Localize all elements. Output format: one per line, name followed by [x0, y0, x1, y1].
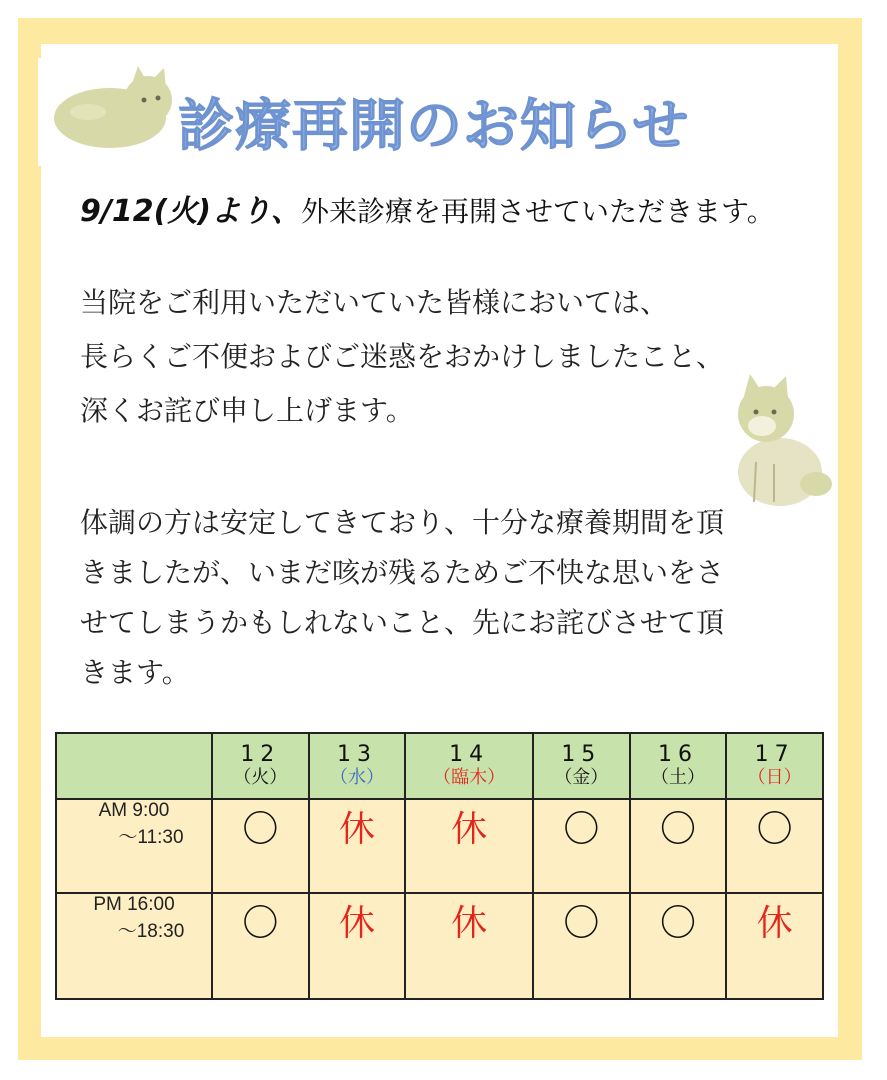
paragraph-line: 長らくご不便およびご迷惑をおかけしましたこと、	[80, 340, 725, 373]
date-header-12	[212, 733, 309, 799]
open-mark: 〇	[242, 903, 279, 944]
status-cell	[630, 799, 727, 893]
date-number: 14	[449, 742, 490, 767]
schedule-row-pm	[56, 893, 823, 999]
status-cell	[309, 893, 406, 999]
page-title: 診療再開のお知らせ	[178, 94, 690, 159]
open-mark: 〇	[242, 809, 279, 850]
apology-paragraph	[80, 276, 724, 438]
open-mark: 〇	[563, 809, 600, 850]
paragraph-line: せてしまうかもしれないこと、先にお詫びさせて頂	[80, 606, 725, 639]
reopen-date-line	[80, 186, 775, 230]
date-header-16	[630, 733, 727, 799]
reopen-text: 外来診療を再開させていただきます。	[301, 195, 775, 228]
closed-mark: 休	[338, 809, 375, 850]
open-mark: 〇	[659, 903, 696, 944]
header-corner-cell	[56, 733, 212, 799]
weekday-label: （水）	[329, 767, 384, 788]
schedule-table	[55, 732, 824, 1000]
closed-mark: 休	[756, 903, 793, 944]
date-number: 13	[336, 742, 377, 767]
paragraph-line: 当院をご利用いただいていた皆様においては、	[80, 286, 669, 319]
paragraph-line: きましたが、いまだ咳が残るためご不快な思いをさ	[80, 556, 725, 589]
closed-mark: 休	[338, 903, 375, 944]
open-mark: 〇	[563, 903, 600, 944]
paragraph-line: 深くお詫び申し上げます。	[80, 394, 414, 427]
time-cell	[56, 799, 212, 893]
open-mark: 〇	[659, 809, 696, 850]
closed-mark: 休	[451, 809, 488, 850]
shiba-dog-illustration-icon	[716, 372, 840, 508]
date-header-17	[726, 733, 823, 799]
status-cell	[726, 893, 823, 999]
health-paragraph	[80, 498, 724, 698]
date-header-15	[533, 733, 630, 799]
date-header-13	[309, 733, 406, 799]
status-cell	[726, 799, 823, 893]
status-cell	[533, 893, 630, 999]
closed-mark: 休	[451, 903, 488, 944]
weekday-label: （金）	[554, 767, 609, 788]
status-cell	[630, 893, 727, 999]
time-end: ～18:30	[117, 921, 185, 942]
weekday-label: （火）	[233, 767, 288, 788]
schedule-header-row	[56, 733, 823, 799]
open-mark: 〇	[756, 809, 793, 850]
weekday-label: （土）	[650, 767, 705, 788]
cat-illustration-icon	[48, 62, 178, 152]
time-start: AM 9:00	[98, 800, 170, 821]
date-header-14	[405, 733, 533, 799]
status-cell	[405, 893, 533, 999]
date-number: 17	[754, 742, 795, 767]
status-cell	[533, 799, 630, 893]
schedule-row-am	[56, 799, 823, 893]
weekday-label: （臨木）	[433, 767, 506, 788]
date-number: 15	[561, 742, 602, 767]
time-end: ～11:30	[118, 827, 184, 848]
status-cell	[405, 799, 533, 893]
time-cell	[56, 893, 212, 999]
reopen-date: 9/12(火)より、	[80, 194, 302, 229]
weekday-label: （日）	[747, 767, 802, 788]
status-cell	[212, 799, 309, 893]
paragraph-line: 体調の方は安定してきており、十分な療養期間を頂	[80, 506, 725, 539]
date-number: 12	[240, 742, 281, 767]
paragraph-line: きます。	[80, 656, 190, 689]
date-number: 16	[657, 742, 698, 767]
time-start: PM 16:00	[93, 894, 175, 915]
status-cell	[309, 799, 406, 893]
status-cell	[212, 893, 309, 999]
